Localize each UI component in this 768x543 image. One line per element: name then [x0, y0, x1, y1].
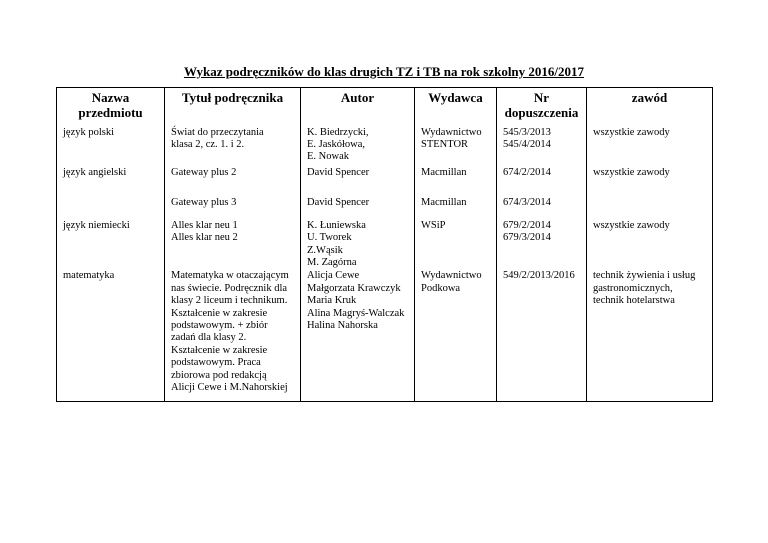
header-subject-line: Nazwa — [91, 90, 130, 105]
cell-publisher — [415, 216, 497, 270]
header-subject — [57, 88, 165, 126]
cell-text: Wydawnictwo — [421, 126, 482, 138]
cell-profession — [587, 269, 713, 401]
cell-text: podstawowym. + zbiór — [171, 319, 268, 331]
table-header-row — [57, 88, 713, 126]
cell-text: Alles klar neu 2 — [171, 232, 238, 244]
cell-text: Kształcenie w zakresie — [171, 307, 268, 319]
cell-text: Z.Wąsik — [307, 244, 343, 256]
cell-text: 674/3/2014 — [503, 196, 551, 208]
cell-approval-no — [497, 164, 587, 190]
cell-approval-no — [497, 126, 587, 164]
cell-text: Maria Kruk — [307, 295, 357, 307]
cell-author — [301, 164, 415, 190]
table-row — [57, 164, 713, 190]
cell-subject: język niemiecki — [57, 216, 165, 270]
cell-text: Alicja Cewe — [307, 270, 360, 282]
header-profession: zawód — [587, 88, 713, 126]
cell-book-title — [165, 216, 301, 270]
cell-profession — [587, 190, 713, 216]
cell-book-title — [165, 126, 301, 164]
table-row — [57, 269, 713, 401]
cell-book-title — [165, 269, 301, 401]
cell-text: 549/2/2013/2016 — [503, 270, 575, 282]
cell-publisher — [415, 164, 497, 190]
cell-text: zbiorowa pod redakcją — [171, 369, 267, 381]
cell-subject: język angielski — [57, 164, 165, 190]
cell-book-title — [165, 164, 301, 190]
header-book-title: Tytuł podręcznika — [165, 88, 301, 126]
cell-text: zadań dla klasy 2. — [171, 332, 247, 344]
cell-text: E. Jaskółowa, — [307, 138, 366, 150]
cell-publisher — [415, 269, 497, 401]
cell-text: Kształcenie w zakresie — [171, 344, 268, 356]
cell-text: Gateway plus 2 — [171, 166, 237, 178]
cell-profession: wszystkie zawody — [587, 216, 713, 270]
cell-text: Macmillan — [421, 166, 467, 178]
cell-author — [301, 190, 415, 216]
cell-publisher — [415, 126, 497, 164]
table-row — [57, 190, 713, 216]
cell-text: Alicji Cewe i M.Nahorskiej — [171, 382, 288, 393]
header-author: Autor — [301, 88, 415, 126]
cell-text: Gateway plus 3 — [171, 196, 237, 208]
cell-text: STENTOR — [421, 138, 469, 150]
cell-text: U. Tworek — [307, 232, 352, 244]
cell-text: WSiP — [421, 219, 446, 231]
cell-publisher — [415, 190, 497, 216]
header-publisher: Wydawca — [415, 88, 497, 126]
table-row — [57, 126, 713, 164]
cell-text: David Spencer — [307, 196, 370, 208]
document-title: Wykaz podręczników do klas drugich TZ i TB na rok szkolny 2016/2017 — [183, 64, 585, 79]
cell-text: E. Nowak — [307, 151, 349, 163]
cell-text: nas świecie. Podręcznik dla — [171, 282, 288, 294]
cell-text: Małgorzata Krawczyk — [307, 282, 401, 294]
header-approval-line: Nr — [533, 90, 550, 105]
header-subject-line: przedmiotu — [78, 105, 143, 120]
cell-approval-no — [497, 269, 587, 401]
cell-text: klasy 2 liceum i technikum. — [171, 295, 288, 307]
textbook-table — [56, 87, 713, 402]
cell-subject: język polski — [57, 126, 165, 164]
cell-text: 545/3/2013 — [503, 126, 551, 138]
cell-text: gastronomicznych, — [593, 282, 673, 294]
cell-text: klasa 2, cz. 1. i 2. — [171, 138, 245, 150]
cell-text: Podkowa — [421, 282, 461, 294]
cell-author — [301, 216, 415, 270]
cell-text: 545/4/2014 — [503, 138, 551, 150]
cell-text: K. Biedrzycki, — [307, 126, 369, 138]
cell-text: David Spencer — [307, 166, 370, 178]
cell-text: Alina Magryś-Walczak — [307, 307, 405, 319]
cell-subject: matematyka — [57, 269, 165, 401]
cell-book-title — [165, 190, 301, 216]
cell-text: K. Łuniewska — [307, 219, 366, 231]
cell-author — [301, 126, 415, 164]
cell-profession: wszystkie zawody — [587, 126, 713, 164]
cell-approval-no — [497, 190, 587, 216]
cell-text: Halina Nahorska — [307, 319, 378, 331]
table-row — [57, 216, 713, 270]
cell-approval-no — [497, 216, 587, 270]
cell-author — [301, 269, 415, 401]
cell-text: Alles klar neu 1 — [171, 219, 238, 231]
cell-text: podstawowym. Praca — [171, 357, 261, 369]
header-approval-line: dopuszczenia — [504, 105, 579, 120]
cell-text: 674/2/2014 — [503, 166, 551, 178]
cell-text: Macmillan — [421, 196, 467, 208]
cell-text: M. Zagórna — [307, 256, 357, 268]
cell-subject — [57, 190, 165, 216]
cell-text: 679/3/2014 — [503, 232, 551, 244]
cell-text: technik hotelarstwa — [593, 295, 675, 307]
cell-profession: wszystkie zawody — [587, 164, 713, 190]
cell-text: Świat do przeczytania — [171, 126, 264, 138]
cell-text: Matematyka w otaczającym — [171, 270, 289, 282]
cell-text: 679/2/2014 — [503, 219, 551, 231]
header-approval-no — [497, 88, 587, 126]
cell-text: Wydawnictwo — [421, 270, 482, 282]
cell-text: technik żywienia i usług — [593, 270, 696, 282]
